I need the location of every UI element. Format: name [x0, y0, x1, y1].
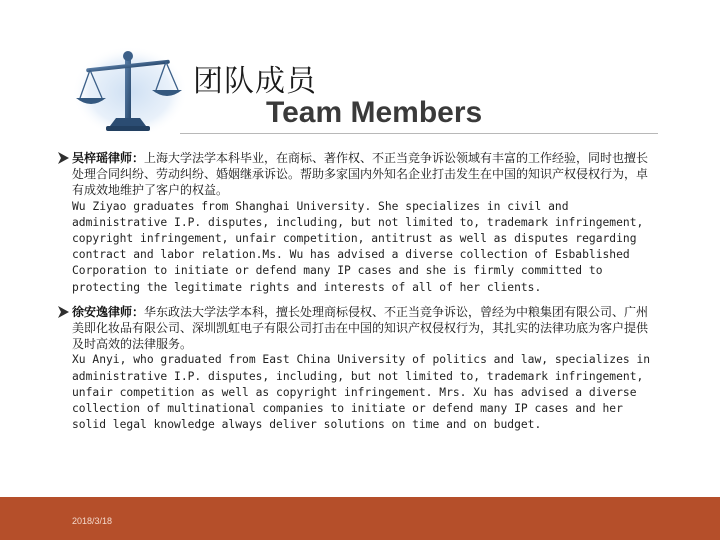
member-item-wu — [56, 150, 656, 296]
footer-date: 2018/3/18 — [72, 516, 113, 526]
title-divider — [180, 133, 658, 134]
member-desc-cn-text: 上海大学法学本科毕业，在商标、著作权、不正当竞争诉讼领域有丰富的工作经验，同时也擅长处理合同纠纷、劳动纠纷、婚姻继承诉讼。帮助多家国内外知名企业打击发生在中国的知识产权侵权行为，卓有成效地维护了客户的权益。 — [72, 151, 649, 198]
member-desc-en: Wu Ziyao graduates from Shanghai University. She specializes in civil and administrative I.P. disputes, including, but not limited to, trademark infringement, copyright infringement, unfair competition, antitrust as well as disputes regarding contract and labor relation.Ms. Wu has advised a diverse collection of Esbablished Corporation to initiate or defend many IP cases and she is firmly committed to protecting the legitimate rights and interests of all of her clients. — [72, 199, 651, 294]
page-title-cn: 团队成员 — [193, 64, 317, 99]
member-desc-cn — [72, 150, 656, 199]
member-desc-cn — [72, 304, 656, 353]
page-title-en: Team Members — [266, 96, 483, 129]
member-desc-cn-text: 华东政法大学法学本科，擅长处理商标侵权、不正当竞争诉讼，曾经为中粮集团有限公司、广州美即化妆品有限公司、深圳凯虹电子有限公司打击在中国的知识产权侵权行为，其扎实的法律功底为客户提供及时高效的法律服务。 — [72, 304, 649, 352]
arrow-bullet-icon — [56, 305, 70, 319]
footer-bar — [0, 497, 720, 540]
member-item-xu — [56, 304, 656, 434]
arrow-bullet-icon — [56, 151, 70, 165]
member-desc-en: Xu Anyi, who graduated from East China University of politics and law, specializes in administrative I.P. disputes, including, but not limited to, trademark infringement, unfair competition as well as copyright infringement. Mrs. Xu has advised a diverse collection of multinational companies to initiate or defend many IP cases and her solid legal knowledge always deliver solutions on time and on budget. — [72, 353, 657, 432]
member-name: 吴梓瑶律师： — [72, 151, 145, 165]
member-list — [56, 150, 656, 441]
member-name: 徐安逸律师： — [72, 304, 145, 319]
scales-of-justice-icon — [68, 40, 188, 140]
